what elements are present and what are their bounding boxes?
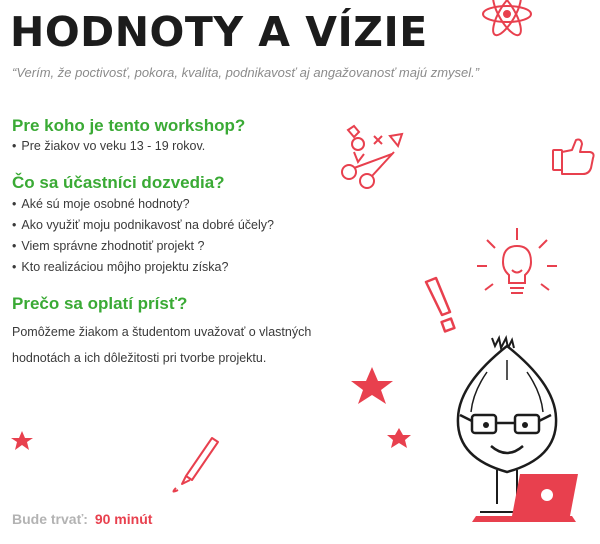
why-line-1: Pomôžeme žiakom a študentom uvažovať o vlastných	[12, 325, 312, 339]
audience-list	[12, 136, 205, 157]
list-item: • Pre žiakov vo veku 13 - 19 rokov.	[12, 136, 205, 157]
quote-text: “Verím, že poctivosť, pokora, kvalita, podnikavosť aj angažovanosť majú zmysel.”	[12, 65, 480, 80]
learn-list	[12, 194, 274, 278]
heading-why: Prečo sa oplatí prísť?	[12, 294, 188, 313]
thumbs-up-icon	[553, 140, 594, 175]
laptop-icon	[472, 474, 578, 522]
list-item: • Viem správne zhodnotiť projekt ?	[12, 236, 274, 257]
list-item: • Kto realizáciou môjho projektu získa?	[12, 257, 274, 278]
list-item: • Ako využiť moju podnikavosť na dobré účely?	[12, 215, 274, 236]
list-item: • Aké sú moje osobné hodnoty?	[12, 194, 274, 215]
pen-icon	[173, 438, 218, 492]
why-paragraph	[12, 319, 352, 371]
duration-label: Bude trvať:	[12, 511, 88, 527]
page-title: HODNOTY A VÍZIE	[10, 8, 428, 56]
lightbulb-icon	[477, 228, 557, 293]
heading-audience: Pre koho je tento workshop?	[12, 116, 246, 135]
why-line-2: hodnotách a ich dôležitosti pri tvorbe projektu.	[12, 351, 267, 365]
duration-row	[12, 511, 152, 527]
exclamation-icon	[426, 278, 454, 331]
duration-value: 90 minút	[94, 511, 153, 527]
mascot-onion-character	[458, 338, 556, 512]
heading-learn: Čo sa účastníci dozvedia?	[12, 173, 225, 192]
atom-icon	[483, 0, 531, 39]
star-icon	[11, 367, 411, 450]
scissors-craft-icon	[342, 126, 402, 188]
